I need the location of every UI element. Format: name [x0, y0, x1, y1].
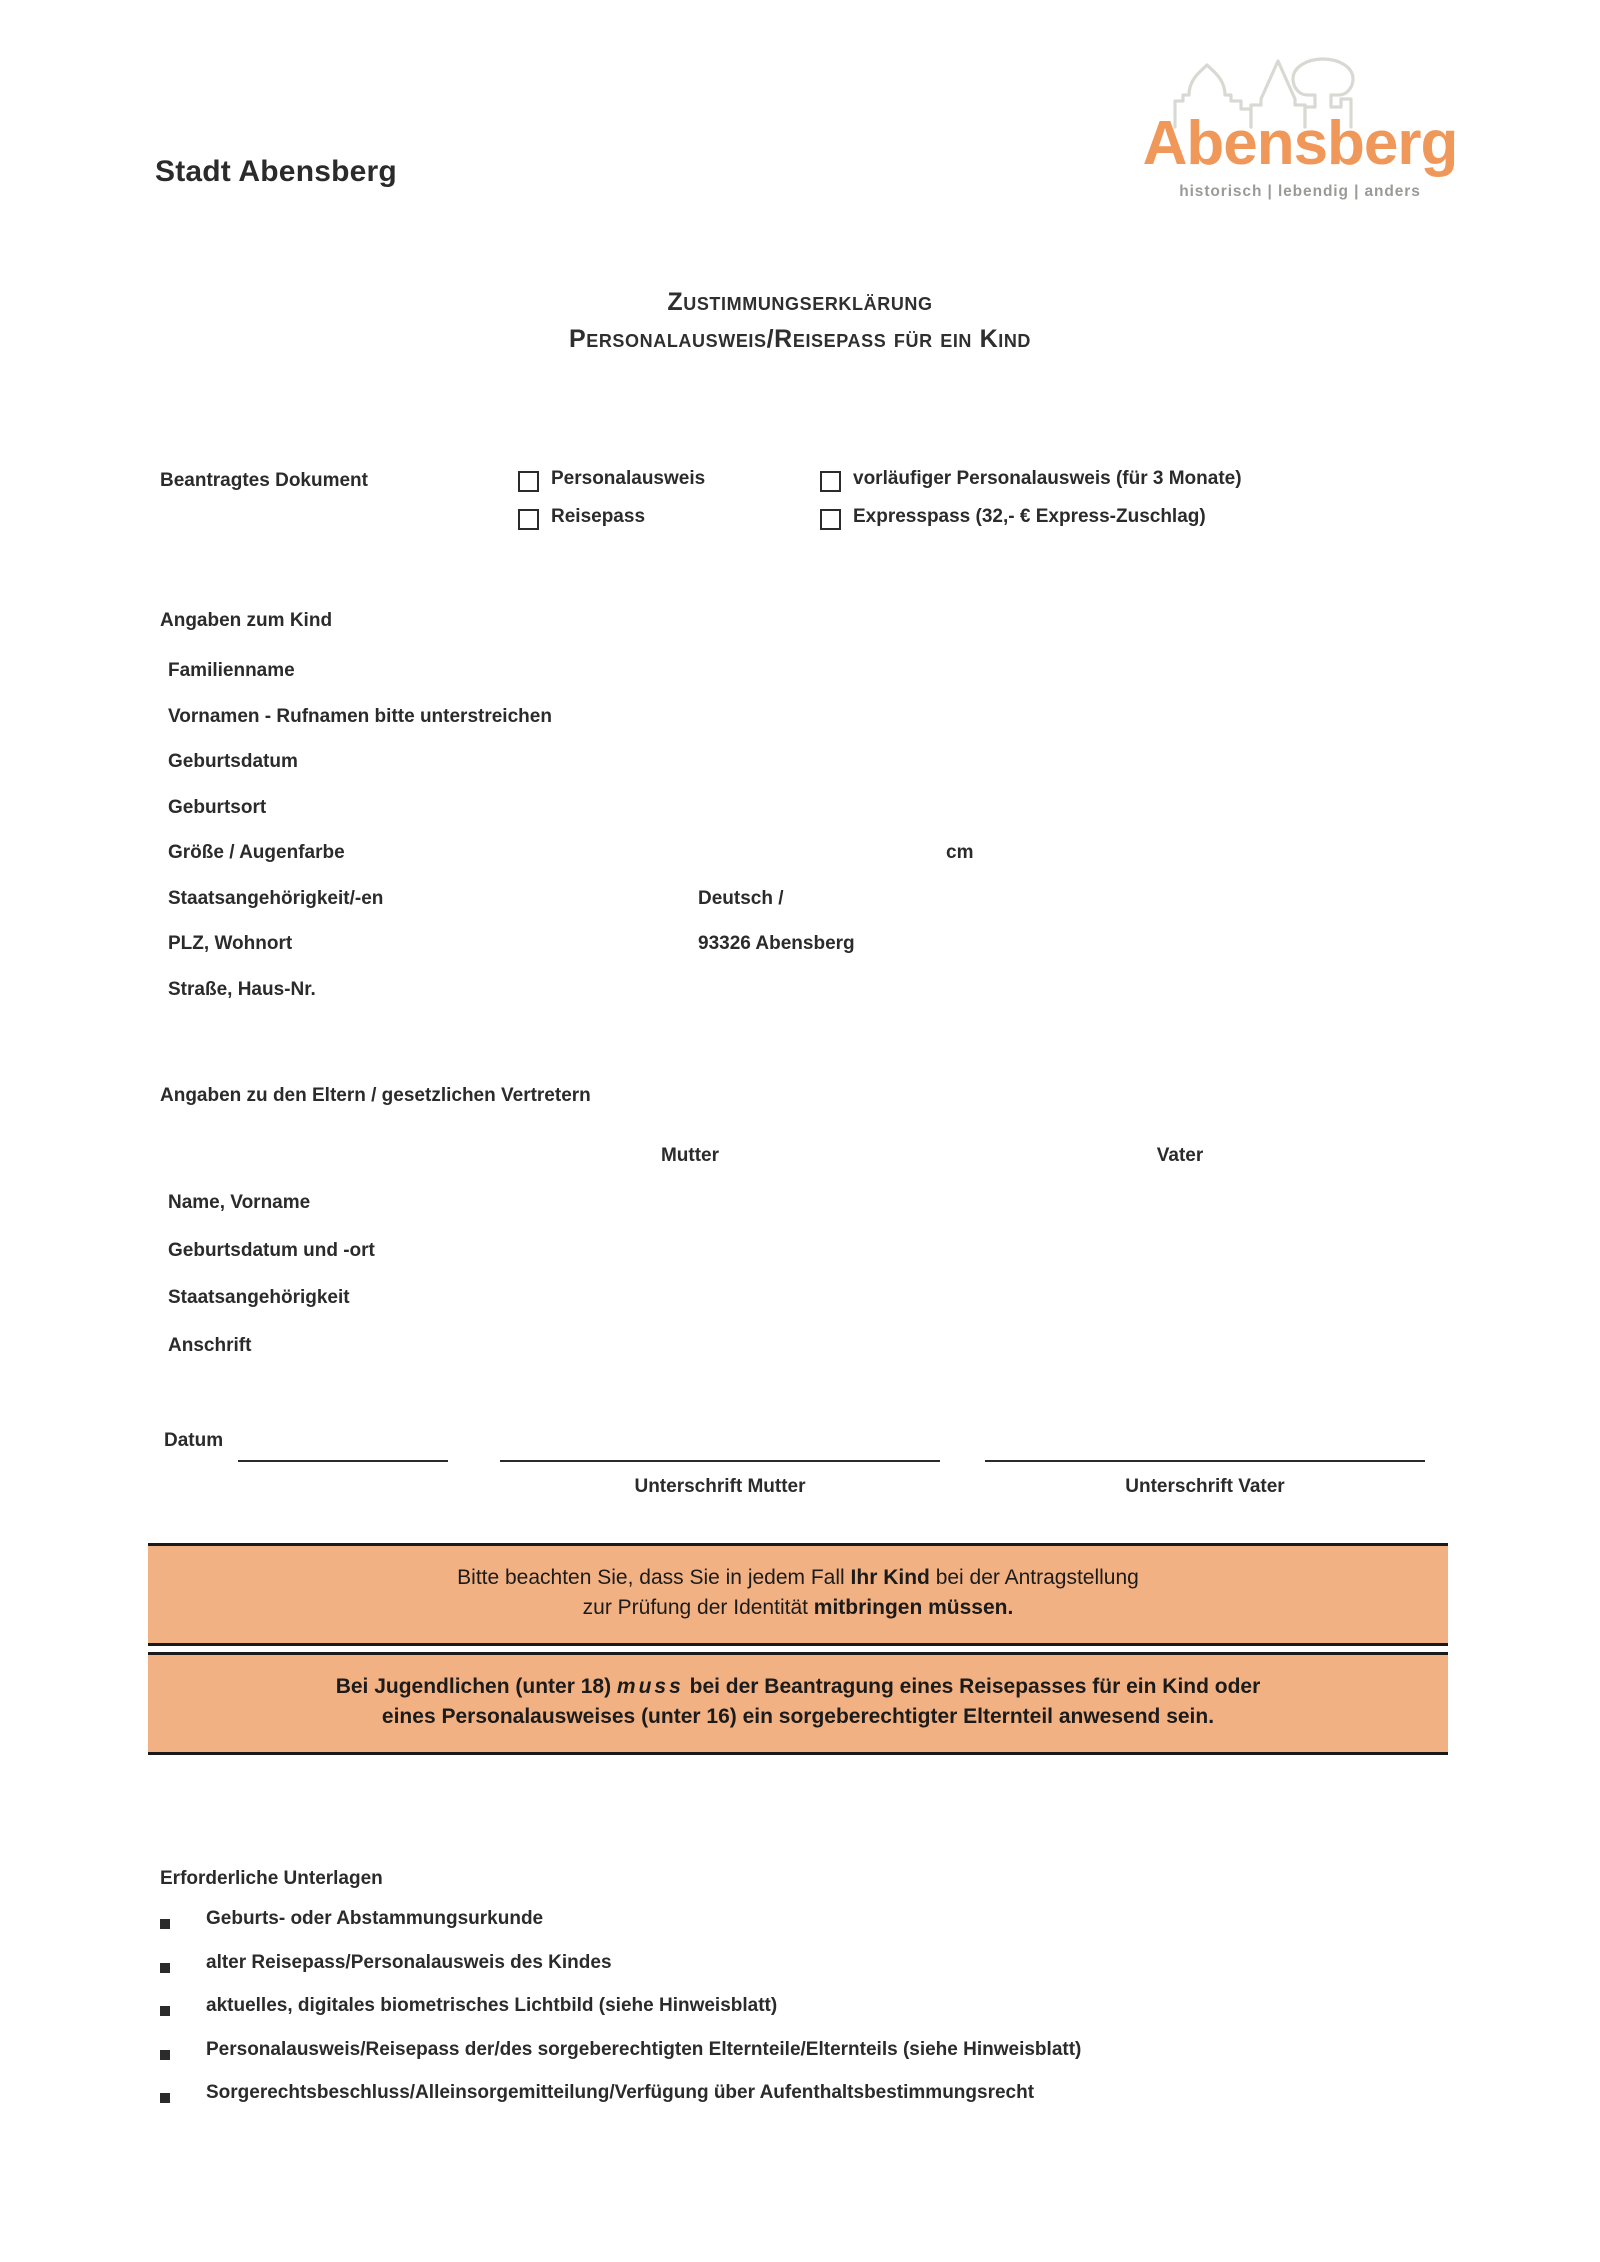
list-item-label: Geburts- oder Abstammungsurkunde	[206, 1908, 544, 1929]
field-label-vornamen: Vornamen - Rufnamen bitte unterstreichen	[168, 705, 552, 727]
field-row-strasse	[168, 979, 1448, 1025]
field-label-parent-staatsangehoerigkeit: Staatsangehörigkeit	[168, 1287, 350, 1308]
column-header-mutter: Mutter	[660, 1145, 720, 1166]
parents-column-headers	[0, 1145, 1600, 1175]
child-fields	[168, 660, 1448, 1024]
checkbox-expresspass[interactable]	[820, 509, 841, 530]
notice1-text-c: zur Prüfung der Identität	[582, 1596, 814, 1620]
column-header-vater: Vater	[1156, 1145, 1204, 1166]
city-name: Stadt Abensberg	[155, 155, 397, 188]
checkbox-row-expresspass[interactable]	[820, 506, 1206, 530]
signature-line-father[interactable]	[985, 1460, 1425, 1462]
notice2-emph-muss: muss	[616, 1675, 684, 1698]
field-label-groesse-augenfarbe: Größe / Augenfarbe	[168, 842, 345, 863]
field-label-plz-wohnort: PLZ, Wohnort	[168, 933, 293, 954]
field-label-geburtsdatum-ort: Geburtsdatum und -ort	[168, 1239, 375, 1261]
notice1-text-b: bei der Antragstellung	[929, 1566, 1139, 1589]
section-heading-parents: Angaben zu den Eltern / gesetzlichen Vertretern	[160, 1085, 591, 1106]
list-item-label: Sorgerechtsbeschluss/Alleinsorgemitteilung/Verfügung über Aufenthaltsbestimmungsrecht	[206, 2082, 1035, 2103]
list-item-label: aktuelles, digitales biometrisches Lichtbild (siehe Hinweisblatt)	[206, 1995, 778, 2016]
checkbox-label-expresspass: Expresspass (32,- € Express-Zuschlag)	[853, 506, 1206, 527]
parent-fields	[168, 1192, 1448, 1382]
field-row-vornamen	[168, 706, 1448, 752]
checkbox-row-vorlaeufiger-personalausweis[interactable]	[820, 468, 1242, 492]
checkbox-label-reisepass: Reisepass	[551, 506, 646, 527]
checkbox-vorlaeufiger-personalausweis[interactable]	[820, 471, 841, 492]
signature-caption-father: Unterschrift Vater	[1125, 1476, 1285, 1497]
list-item-label: Personalausweis/Reisepass der/des sorgeberechtigten Elternteile/Elternteils (siehe Hinweisblatt)	[206, 2038, 1082, 2060]
date-label: Datum	[164, 1430, 224, 1451]
square-bullet-icon	[160, 2093, 170, 2103]
field-value-plz-wohnort[interactable]: 93326 Abensberg	[698, 933, 855, 954]
parent-row-name-vorname	[168, 1192, 1448, 1240]
checkbox-reisepass[interactable]	[518, 509, 539, 530]
notice1-bold-b: mitbringen müssen.	[813, 1596, 1014, 1620]
field-label-familienname: Familienname	[168, 660, 295, 681]
list-item	[160, 1995, 1480, 2039]
notice2-text-a: Bei Jugendlichen (unter 18)	[335, 1675, 617, 1698]
page-title: Zustimmungserklärung	[667, 288, 933, 316]
checkbox-row-reisepass[interactable]	[518, 506, 645, 530]
abensberg-logo	[1135, 55, 1465, 205]
list-item	[160, 1952, 1480, 1996]
square-bullet-icon	[160, 2006, 170, 2016]
field-label-geburtsdatum: Geburtsdatum	[168, 751, 298, 772]
list-item	[160, 1908, 1480, 1952]
field-row-staatsangehoerigkeit	[168, 888, 1448, 934]
field-row-plz-wohnort	[168, 933, 1448, 979]
checkbox-row-personalausweis[interactable]	[518, 468, 705, 492]
notice2-line-1	[188, 1672, 1408, 1702]
logo-wordmark: Abensberg	[1142, 109, 1458, 178]
field-label-anschrift: Anschrift	[168, 1334, 252, 1356]
notice2-line-2	[188, 1702, 1408, 1732]
field-label-geburtsort: Geburtsort	[168, 796, 267, 818]
section-heading-child: Angaben zum Kind	[160, 610, 333, 631]
parent-row-anschrift	[168, 1335, 1448, 1383]
field-row-geburtsort	[168, 797, 1448, 843]
notice1-bold-a: Ihr Kind	[850, 1566, 930, 1589]
field-label-name-vorname: Name, Vorname	[168, 1192, 311, 1213]
checkbox-personalausweis[interactable]	[518, 471, 539, 492]
page-subtitle: Personalausweis/Reisepass für ein Kind	[568, 325, 1032, 353]
notice-box-youth-presence	[148, 1652, 1448, 1755]
field-row-geburtsdatum	[168, 751, 1448, 797]
list-item	[160, 2039, 1480, 2083]
field-label-staatsangehoerigkeit: Staatsangehörigkeit/-en	[168, 887, 384, 909]
square-bullet-icon	[160, 1963, 170, 1973]
field-value-groesse-unit: cm	[946, 842, 974, 863]
notice2-text-b: bei der Beantragung eines Reisepasses für ein Kind oder	[683, 1675, 1261, 1698]
checkbox-label-vorlaeufiger-personalausweis: vorläufiger Personalausweis (für 3 Monate)	[853, 468, 1242, 489]
document-type-label: Beantragtes Dokument	[160, 470, 368, 491]
field-value-staatsangehoerigkeit[interactable]: Deutsch /	[698, 887, 784, 909]
date-input-line[interactable]	[238, 1460, 448, 1462]
checkbox-label-personalausweis: Personalausweis	[551, 468, 706, 489]
parent-row-geburtsdatum-ort	[168, 1240, 1448, 1288]
notice2-text-c: eines Personalausweises (unter 16) ein sorgeberechtigter Elternteil anwesend sein.	[381, 1705, 1215, 1729]
field-label-strasse: Straße, Haus-Nr.	[168, 978, 316, 1000]
square-bullet-icon	[160, 1919, 170, 1929]
list-item	[160, 2082, 1480, 2126]
list-item-label: alter Reisepass/Personalausweis des Kindes	[206, 1951, 612, 1973]
field-row-groesse-augenfarbe	[168, 842, 1448, 888]
notice-line-2	[188, 1593, 1408, 1623]
logo-tagline: historisch | lebendig | anders	[1179, 183, 1421, 200]
section-heading-required-documents: Erforderliche Unterlagen	[160, 1868, 383, 1889]
notice-line-1	[188, 1563, 1408, 1593]
required-documents-list	[160, 1908, 1480, 2126]
page-header	[0, 0, 1600, 230]
field-row-familienname	[168, 660, 1448, 706]
parent-row-staatsangehoerigkeit	[168, 1287, 1448, 1335]
square-bullet-icon	[160, 2050, 170, 2060]
notice-box-bring-child	[148, 1543, 1448, 1646]
signature-area	[0, 1430, 1600, 1550]
signature-caption-mother: Unterschrift Mutter	[634, 1476, 806, 1497]
signature-line-mother[interactable]	[500, 1460, 940, 1462]
notice1-text-a: Bitte beachten Sie, dass Sie in jedem Fall	[457, 1566, 851, 1589]
